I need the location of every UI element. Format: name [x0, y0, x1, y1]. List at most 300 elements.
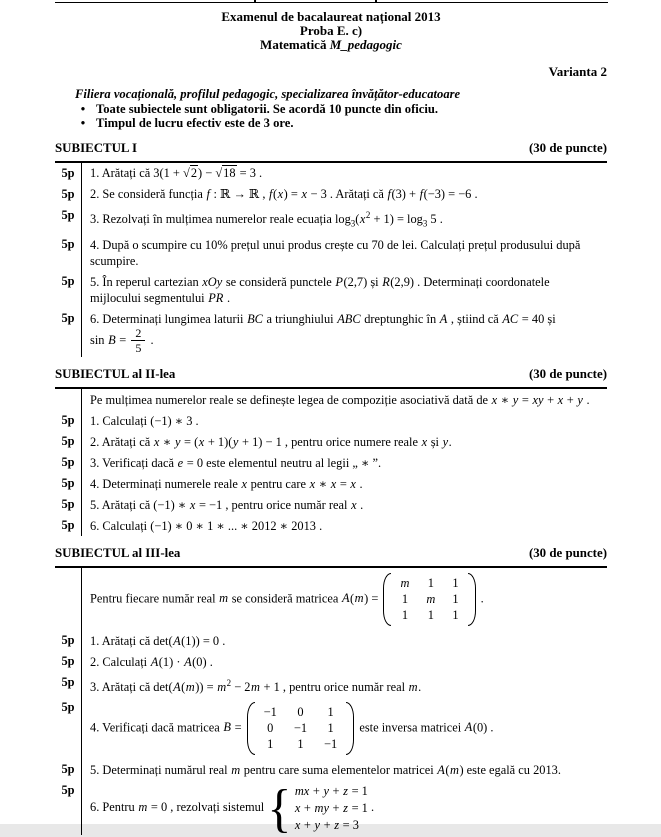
text-run: 2. Calculați [90, 654, 151, 669]
math-sqrt [183, 165, 198, 180]
exam-title: Examenul de bacalaureat național 2013 [221, 9, 441, 24]
math-variable: y [442, 434, 449, 449]
text-run: ) = [283, 187, 301, 202]
points-cell: 5p [61, 237, 75, 252]
matrix-cell: 1 [427, 607, 434, 622]
problem-cell [81, 672, 607, 697]
problem-line [90, 518, 607, 534]
math-variable: m [217, 679, 227, 694]
section-header-subiectul-2 [55, 367, 607, 382]
matrix-cell: m [400, 575, 410, 590]
problem-line [90, 434, 607, 450]
matrix-cell: 1 [401, 591, 409, 606]
text-run: 1. Arătați că det( [90, 633, 173, 648]
math-variable: A [184, 654, 192, 669]
points-cell: 5p [61, 518, 75, 533]
text-run: = 1 [348, 800, 368, 815]
math-variable: R [382, 274, 390, 289]
section-header-subiectul-1 [55, 141, 607, 156]
problem-row [55, 234, 607, 271]
text-run: (1) · [158, 654, 184, 669]
section-title: SUBIECTUL al III-lea [55, 546, 181, 561]
points-cell: 5p [61, 434, 75, 449]
text-run: . [147, 332, 154, 347]
radicand: 18 [223, 166, 236, 181]
points-cell [55, 568, 81, 630]
math-matrix [247, 702, 355, 755]
text-run: = 1 [348, 783, 368, 798]
text-run: ) − [198, 166, 216, 181]
matrix-cell: 0 [267, 720, 274, 735]
fraction-denominator: 5 [135, 341, 142, 356]
problem-line [90, 186, 607, 202]
text-run: = [336, 476, 350, 491]
problem-line [90, 675, 607, 695]
problem-cell [81, 410, 607, 431]
math-variable: y [232, 434, 239, 449]
points-cell: 5p [61, 633, 75, 648]
text-run: , știind că [447, 311, 502, 326]
radicand: 2 [190, 166, 198, 181]
math-variable: y [174, 434, 181, 449]
math-fraction [129, 327, 147, 355]
math-variable: x [350, 476, 356, 491]
problem-line [90, 253, 607, 269]
matrix-left-paren [383, 573, 391, 626]
problem-row [55, 163, 607, 184]
problem-cell [81, 780, 607, 835]
text-run: − 3 . Arătați că [307, 187, 388, 202]
text-run: ( [350, 591, 355, 606]
points-cell: 5p [61, 274, 75, 289]
problem-cell [81, 697, 607, 759]
math-variable: f [206, 187, 210, 202]
exam-subject [55, 38, 607, 52]
problem-cell [81, 494, 607, 515]
radical-icon: √ [215, 166, 223, 181]
problem-line [90, 413, 607, 429]
text-run: + [300, 800, 314, 815]
text-run: + [329, 800, 343, 815]
math-variable: y [323, 783, 329, 798]
text-run: 6. Determinați lungimea laturii [90, 311, 247, 326]
text-run: ∗ [497, 392, 513, 407]
text-run: + [329, 783, 343, 798]
matrix-cells [255, 702, 347, 755]
text-run: = −1 , pentru orice număr real [195, 497, 351, 512]
text-run: + [309, 783, 323, 798]
problem-cell [81, 184, 607, 205]
math-variable: xOy [202, 274, 223, 289]
matrix-cell: 1 [297, 736, 304, 751]
problem-line [90, 327, 607, 355]
text-run: 4. Determinați numerele reale [90, 476, 242, 491]
text-run: 1. Arătați că 3(1 + [90, 166, 184, 181]
text-run: + [300, 817, 314, 832]
matrix-cell: 1 [452, 591, 459, 606]
text-run: pentru care [247, 476, 310, 491]
text-run: = 0 este elementul neutru al legii „ ∗ ”. [183, 455, 382, 470]
points-cell: 5p [61, 654, 75, 669]
math-variable: f [419, 187, 424, 202]
text-run: mijlocului segmentului [90, 290, 208, 305]
math-variable: x [277, 187, 284, 202]
math-variable: m [450, 762, 459, 777]
text-run: Pe mulțimea numerelor reale se definește legea de compoziție asociativă dată de [90, 392, 492, 407]
problem-row [55, 452, 607, 473]
cropped-table-border [55, 2, 608, 3]
math-variable: x [330, 476, 337, 491]
text-run: ( [272, 187, 278, 202]
text-run: = [518, 392, 532, 407]
text-run: ( [181, 679, 186, 694]
points-cell: 5p [61, 207, 75, 222]
math-variable: A [439, 311, 448, 326]
math-variable: m [185, 679, 195, 694]
text-run: ) este egală cu 2013. [459, 762, 561, 777]
matrix-cell: −1 [263, 704, 277, 719]
radical-icon: √ [183, 166, 190, 181]
problem-row [55, 473, 607, 494]
problem-line [90, 476, 607, 492]
system-equation [294, 783, 368, 799]
problem-cell [81, 205, 607, 235]
problem-cell [81, 389, 607, 410]
problem-line [90, 633, 607, 649]
instruction-text: Timpul de lucru efectiv este de 3 ore. [96, 116, 294, 131]
math-variable: AC [502, 311, 519, 326]
math-variable: PR [208, 290, 224, 305]
text-run: 4. După o scumpire cu 10% prețul unui produs crește cu 70 de lei. Calculați prețul produsului după [90, 237, 581, 252]
text-run: este inversa matricei [356, 720, 465, 735]
text-run: pentru care suma elementelor matricei [240, 762, 437, 777]
text-run: ( [355, 212, 360, 227]
matrix-right-paren [346, 702, 354, 755]
text-run: 3. Arătați că det( [90, 679, 173, 694]
text-run: (2,7) și [343, 274, 382, 289]
text-run: 5. Arătați că (−1) ∗ [90, 497, 190, 512]
problem-cell [81, 271, 607, 308]
math-variable: x [294, 800, 301, 815]
math-variable: my [314, 800, 329, 815]
bullet-icon: • [80, 101, 86, 116]
text-run: 5. În reperul cartezian [90, 274, 202, 289]
text-run: . [223, 290, 231, 305]
math-variable: A [173, 679, 181, 694]
math-variable: m [354, 591, 364, 606]
subject-name: Matematică [260, 37, 330, 53]
math-variable: z [343, 783, 348, 798]
text-run: . [357, 497, 364, 512]
problem-row [55, 410, 607, 431]
math-variable: e [177, 455, 184, 470]
matrix-left-paren [247, 702, 255, 755]
text-run: = 3 . [236, 166, 263, 181]
math-variable: A [173, 633, 181, 648]
text-run: + 1 , pentru orice număr real [260, 679, 409, 694]
points-cell: 5p [61, 186, 75, 201]
problem-line [90, 237, 607, 253]
text-run: )) = [195, 679, 217, 694]
problem-line [90, 165, 607, 181]
text-run: . [477, 591, 484, 606]
math-variable: x [198, 434, 205, 449]
text-run: + [543, 392, 558, 407]
matrix-cell: 1 [427, 575, 434, 590]
math-variable: x [301, 187, 307, 202]
problem-row [55, 389, 607, 410]
instructions-list [55, 102, 607, 131]
problem-row [55, 205, 607, 235]
problem-row [55, 184, 607, 205]
section-title: SUBIECTUL I [55, 140, 138, 155]
problem-cell [81, 452, 607, 473]
text-run: − 2 [231, 679, 251, 694]
math-superscript: 2 [365, 210, 371, 221]
text-run: 2. Se consideră funcția [90, 187, 206, 202]
math-superscript: 2 [226, 677, 232, 688]
text-run: + 1) = log [370, 212, 423, 227]
text-run: 5. Determinați numărul real [90, 762, 231, 777]
text-run: = ( [180, 434, 199, 449]
math-variable: A [150, 654, 159, 669]
system-equation [294, 817, 368, 833]
math-variable: m [219, 591, 229, 606]
math-variable: x [421, 434, 428, 449]
text-run: scumpire. [90, 253, 139, 268]
math-variable: A [464, 720, 473, 735]
fraction-numerator: 2 [131, 327, 145, 342]
instruction-bullet [55, 102, 607, 117]
problem-row [55, 271, 607, 308]
problem-line [90, 778, 607, 837]
text-run: = 40 și [518, 311, 556, 326]
text-run: = [116, 332, 130, 347]
problem-line [90, 700, 607, 757]
math-variable: x [189, 497, 196, 512]
text-run: (1)) = 0 . [181, 633, 226, 648]
problem-line [90, 290, 607, 306]
problem-line [90, 274, 607, 290]
text-run: 2. Arătați că [90, 434, 154, 449]
subject-profile: M_pedagogic [329, 37, 402, 53]
problem-line [90, 392, 607, 408]
problem-cell [81, 431, 607, 452]
text-run: + [320, 817, 334, 832]
math-variable: A [437, 762, 445, 777]
instruction-text: Toate subiectele sunt obligatorii. Se acordă 10 puncte din oficiu. [96, 101, 439, 116]
section-points: (30 de puncte) [528, 140, 607, 155]
math-variable: P [335, 274, 343, 289]
system-equations [294, 783, 368, 833]
section-points: (30 de puncte) [528, 546, 607, 561]
text-run: : ℝ → ℝ , [210, 187, 269, 202]
math-subscript: 3 [350, 218, 356, 229]
problem-cell [81, 651, 607, 672]
problem-cell [81, 515, 607, 536]
text-run: ∗ [159, 434, 175, 449]
section-title: SUBIECTUL al II-lea [55, 367, 176, 382]
matrix-cell: m [426, 591, 436, 606]
problem-row [55, 759, 607, 780]
matrix-cells [391, 573, 467, 626]
text-run: . [367, 799, 375, 814]
points-cell [55, 389, 81, 410]
text-run: ( [445, 762, 450, 777]
points-cell: 5p [61, 783, 75, 798]
math-variable: x [294, 817, 301, 832]
text-run: și [427, 434, 443, 449]
text-run: 6. Pentru [90, 799, 138, 814]
cropped-table-tick [254, 0, 256, 3]
text-run: (0) . [192, 654, 213, 669]
sections-container [55, 141, 607, 836]
text-run: se consideră matricea [228, 591, 342, 606]
matrix-cell: 1 [452, 607, 459, 622]
math-variable: xy [532, 392, 544, 407]
text-run: = [231, 720, 245, 735]
math-variable: m [408, 679, 418, 694]
points-cell: 5p [61, 476, 75, 491]
problem-line [90, 311, 607, 327]
points-cell: 5p [61, 497, 75, 512]
math-sqrt [215, 165, 236, 180]
text-run: 5 . [427, 212, 443, 227]
problem-cell [81, 163, 607, 184]
points-cell: 5p [61, 675, 75, 690]
matrix-cell: 1 [452, 575, 459, 590]
math-subscript: 3 [422, 218, 428, 229]
math-variable: m [231, 762, 241, 777]
math-variable: x [359, 212, 366, 227]
math-matrix [383, 573, 475, 626]
math-variable: z [343, 800, 348, 815]
points-cell: 5p [61, 455, 75, 470]
math-variable: mx [294, 783, 310, 798]
math-variable: x [153, 434, 160, 449]
problem-line [90, 207, 607, 232]
problem-cell [81, 759, 607, 780]
text-run: (−3) = −6 . [423, 187, 478, 202]
variant-label: Varianta 2 [548, 63, 607, 79]
problem-cell [81, 234, 607, 271]
text-run: = 3 [339, 817, 359, 832]
math-variable: x [351, 497, 357, 512]
problem-line [90, 654, 607, 670]
math-variable: A [341, 591, 350, 606]
matrix-cell: 1 [401, 607, 409, 622]
problem-row [55, 431, 607, 452]
problem-row [55, 515, 607, 536]
exam-header [55, 0, 607, 53]
instruction-bullet [55, 116, 607, 131]
problem-row [55, 568, 607, 630]
matrix-cell: 1 [267, 736, 274, 751]
text-run: 3. Verificați dacă [90, 455, 178, 470]
problem-cell [81, 568, 607, 630]
problem-line [90, 455, 607, 471]
math-variable: f [269, 187, 273, 202]
problem-row [55, 494, 607, 515]
text-run: . [418, 679, 422, 694]
points-cell: 5p [61, 700, 75, 715]
matrix-cell: −1 [293, 720, 308, 735]
math-variable: B [108, 332, 116, 347]
matrix-cell: −1 [324, 736, 338, 751]
math-variable: m [250, 679, 260, 694]
text-run: 6. Calculați (−1) ∗ 0 ∗ 1 ∗ ... ∗ 2012 ∗ 2013 . [90, 518, 323, 533]
math-variable: x [309, 476, 316, 491]
text-run: dreptunghic în [361, 311, 440, 326]
problem-row [55, 780, 607, 835]
points-cell: 5p [61, 762, 75, 777]
math-variable: f [387, 187, 391, 202]
matrix-cell: 1 [327, 720, 334, 735]
text-run: . [448, 434, 452, 449]
text-run: 3. Rezolvați în mulțimea numerelor reale ecuația log [90, 212, 351, 227]
math-variable: x [491, 392, 498, 407]
section-table-subiectul-1 [55, 161, 607, 358]
section-points: (30 de puncte) [528, 367, 607, 382]
matrix-cell: 0 [297, 704, 304, 719]
filiera-line: Filiera vocațională, profilul pedagogic, specializarea învățător-educatoare [75, 86, 461, 101]
exam-proba: Proba E. c) [299, 23, 363, 39]
problem-row [55, 308, 607, 357]
problem-line [90, 571, 607, 628]
text-run: = 0 , rezolvați sistemul [147, 799, 268, 814]
math-variable: y [577, 392, 583, 407]
text-run: . [356, 476, 363, 491]
text-run: (0) . [472, 720, 494, 735]
math-variable: BC [247, 311, 263, 326]
text-run: (2,9) . Determinați coordonatele [390, 274, 550, 289]
matrix-cell: 1 [327, 704, 334, 719]
section-header-subiectul-3 [55, 546, 607, 561]
problem-line [90, 497, 607, 513]
math-system [267, 778, 368, 837]
points-cell: 5p [61, 165, 75, 180]
problem-row [55, 630, 607, 651]
problem-row [55, 651, 607, 672]
text-run: sin [90, 332, 108, 347]
text-run: ) = [364, 591, 382, 606]
problem-cell [81, 473, 607, 494]
points-cell: 5p [61, 413, 75, 428]
text-run: Pentru fiecare număr real [90, 591, 219, 606]
math-variable: x [241, 476, 248, 491]
problem-row [55, 672, 607, 697]
text-run: a triunghiului [263, 311, 337, 326]
math-variable: z [334, 817, 340, 832]
math-variable: m [138, 799, 148, 814]
math-variable: ABC [337, 311, 361, 326]
text-run: + 1)( [204, 434, 233, 449]
text-run: se consideră punctele [222, 274, 335, 289]
section-table-subiectul-3 [55, 566, 607, 835]
math-variable: y [512, 392, 519, 407]
bullet-icon: • [80, 116, 86, 131]
matrix-right-paren [468, 573, 476, 626]
text-run: 4. Verificați dacă matricea [90, 720, 223, 735]
math-variable: x [557, 392, 564, 407]
problem-cell [81, 630, 607, 651]
text-run: (3) + [391, 187, 420, 202]
problem-cell [81, 308, 607, 357]
cropped-table-tick [375, 0, 377, 3]
section-table-subiectul-2 [55, 387, 607, 536]
text-run: ∗ [315, 476, 331, 491]
text-run: . [583, 392, 590, 407]
